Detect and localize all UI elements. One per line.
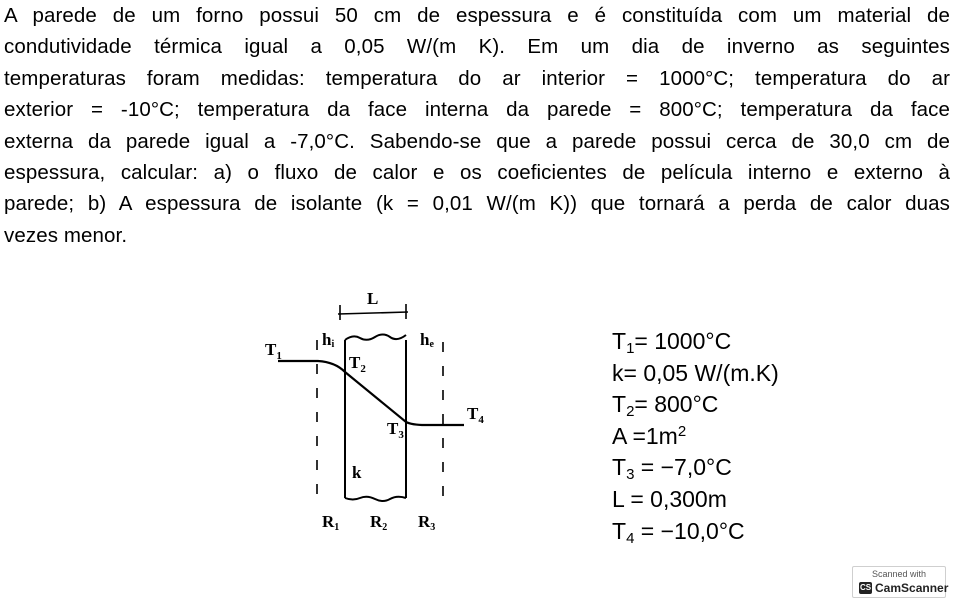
problem-line-5: externa da parede igual a -7,0°C. Sabendo-se que a parede possui cerca de 30,0 cm de [4, 129, 950, 153]
r2-label: R2 [370, 512, 388, 533]
given-t3: $T_3 = -7,0^\circ C$ [612, 454, 732, 484]
he-label: he [420, 330, 434, 350]
problem-line-8: vezes menor. [4, 223, 128, 247]
t3-label: $T_3$ [387, 419, 404, 441]
watermark-brand: CamScanner [875, 581, 949, 595]
t4-label: $T_4$ [467, 404, 484, 426]
given-t1: $T_1= 1000^\circ C$ [612, 328, 732, 357]
thickness-label: L [367, 289, 379, 308]
film-boundaries [317, 340, 443, 500]
problem-line-3: temperaturas foram medidas: temperatura do ar interior = 1000°C; temperatura do ar [4, 66, 950, 90]
given-t2: $T_2= 800^\circ C$ [612, 391, 719, 421]
problem-line-7: parede; b) A espessura de isolante (k = 0,01 W/(m K)) que tornará a perda de calor duas [4, 192, 950, 216]
problem-line-1: A parede de um forno possui 50 cm de espessura e é constituída com um material de [4, 4, 950, 27]
r1-label: R1 [322, 512, 340, 533]
given-k: k= 0,05 W/(m.K) [612, 359, 779, 386]
camscanner-watermark [852, 566, 949, 598]
watermark-caption: Scanned with [871, 569, 927, 579]
temperature-profile [278, 361, 464, 425]
problem-line-2: condutividade térmica igual a 0,05 W/(m K). Em um dia de inverno as seguintes [4, 35, 950, 59]
given-data [612, 326, 852, 547]
t2-label: $T_2$ [349, 353, 366, 375]
problem-line-6: espessura, calcular: a) o fluxo de calor e os coeficientes de película interno e externo à [4, 161, 950, 185]
given-l: L = 0,300m [612, 485, 727, 512]
t1-label: $T_1$ [265, 340, 282, 362]
hi-label: hi [322, 330, 335, 350]
given-t4: $T_4 = -10,0^\circ C$ [612, 517, 745, 547]
k-label: k [352, 463, 362, 482]
problem-line-4: exterior = -10°C; temperatura da face interna da parede = 800°C; temperatura da face [4, 98, 950, 122]
r3-label: R3 [418, 512, 436, 533]
camscanner-logo-icon: CS [859, 583, 872, 592]
given-area: $A =1m^2$ [612, 422, 687, 449]
